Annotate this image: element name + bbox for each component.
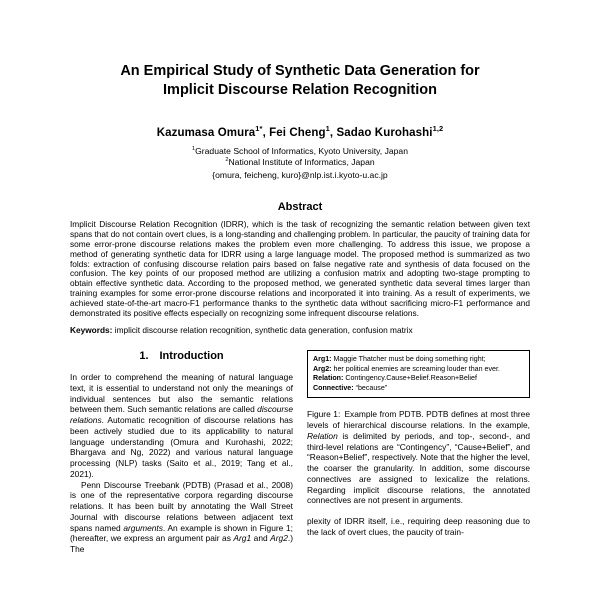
keywords-text: implicit discourse relation recognition, synthetic data generation, confusion matrix — [112, 325, 413, 336]
intro-paragraph-1: In order to comprehend the meaning of natural language text, it is essential to understand not only the meanings of individual sentences but also the semantic relations between them. Such semantic relations are called discourse relations. Automatic recognition of discourse relations has been actively studied due to its applicability to natural language understanding (Omura and Kurohashi, 2022; Bhargava and Ng, 2022) and various natural language processing (NLP) tasks (Saito et al., 2019; Tang et al., 2021). — [70, 372, 293, 479]
right-column — [307, 350, 530, 555]
figure-row-relation-label: Relation: — [313, 374, 344, 383]
paper-title-line-1: An Empirical Study of Synthetic Data Generation for — [120, 63, 480, 79]
section-heading-introduction: 1. Introduction — [139, 350, 224, 363]
figure-row-connective-text: “because” — [353, 383, 388, 392]
figure-row-arg1-text: Maggie Thatcher must be doing something right; — [331, 355, 486, 364]
two-column-body — [70, 350, 530, 555]
figure-row-arg2-text: her political enemies are screaming louder than ever. — [331, 364, 500, 373]
paper-title-line-2: Implicit Discourse Relation Recognition — [163, 81, 437, 98]
figure-row-arg1 — [313, 355, 524, 365]
figure-row-relation-text: Contingency.Cause+Belief.Reason+Belief — [343, 374, 477, 383]
figure-row-arg2-label: Arg2: — [313, 364, 332, 373]
figure-row-relation — [313, 374, 524, 384]
left-column — [70, 350, 293, 555]
figure-1-caption: Figure 1: Example from PDTB. PDTB defines at most three levels of hierarchical discourse relations. In the example, Relation is delimited by periods, and top-, second-, and third-level relations are “Contingency”, “Cause+Belief”, and “Reason+Belief”, respectively. Note that the higher the level, the coarser the granularity. In addition, some discourse connectives are assigned to lexicalize the relations. Regarding implicit discourse relations, the annotated connectives are not present in arguments. — [307, 409, 530, 506]
abstract-text: Implicit Discourse Relation Recognition (IDRR), which is the task of recognizing the semantic relation between given text spans that do not contain overt clues, is a long-standing and challenging problem. In particular, the paucity of training data for some error-prone discourse relations makes the problem even more challenging. To address this issue, we propose a method of generating synthetic data for IDRR using a large language model. The proposed method is summarized as two folds: extraction of confusing discourse relation pairs based on false negative rate and synthesis of data focused on the confusion. The key points of our proposed method are utilizing a confusion matrix and adopting two-stage prompting to obtain effective synthetic data. According to the proposed method, we generated synthetic data several times larger than training examples for some error-prone discourse relations and incorporated it into training. As a result of experiments, we achieved state-of-the-art macro-F1 performance thanks to the synthetic data without sacrificing micro-F1 performance and demonstrated its positive effects especially on recognizing some infrequent discourse relations. — [70, 218, 530, 319]
paper-header — [70, 62, 530, 180]
affiliation-2: $^2$National Institute of Informatics, Japan — [225, 157, 375, 168]
authors-line: Kazumasa Omura$^{1*}$, Fei Cheng$^1$, Sadao Kurohashi$^{1,2}$ — [156, 123, 444, 139]
keywords-label: Keywords: — [70, 325, 113, 336]
email-line: {omura, feicheng, kuro}@nlp.ist.i.kyoto-u.ac.jp — [212, 169, 388, 180]
figure-1-box — [307, 350, 530, 398]
abstract-heading: Abstract — [277, 200, 323, 213]
intro-paragraph-2: Penn Discourse Treebank (PDTB) (Prasad et al., 2008) is one of the representative corpora regarding discourse relations. It has been built by annotating the Wall Street Journal with discourse relations between adjacent text spans named arguments. An example is shown in Figure 1; (hereafter, we express an argument pair as Arg1 and Arg2.) The — [70, 479, 293, 555]
right-column-continuation-text: plexity of IDRR itself, i.e., requiring deep reasoning due to the lack of overt clues, the paucity of train- — [307, 516, 530, 537]
figure-row-arg2 — [313, 365, 524, 375]
figure-row-connective — [313, 384, 524, 394]
figure-row-connective-label: Connective: — [313, 383, 354, 392]
figure-row-arg1-label: Arg1: — [313, 355, 332, 364]
keywords-line — [70, 326, 530, 336]
affiliation-1: $^1$Graduate School of Informatics, Kyoto University, Japan — [192, 145, 408, 156]
paper-title — [70, 62, 530, 100]
